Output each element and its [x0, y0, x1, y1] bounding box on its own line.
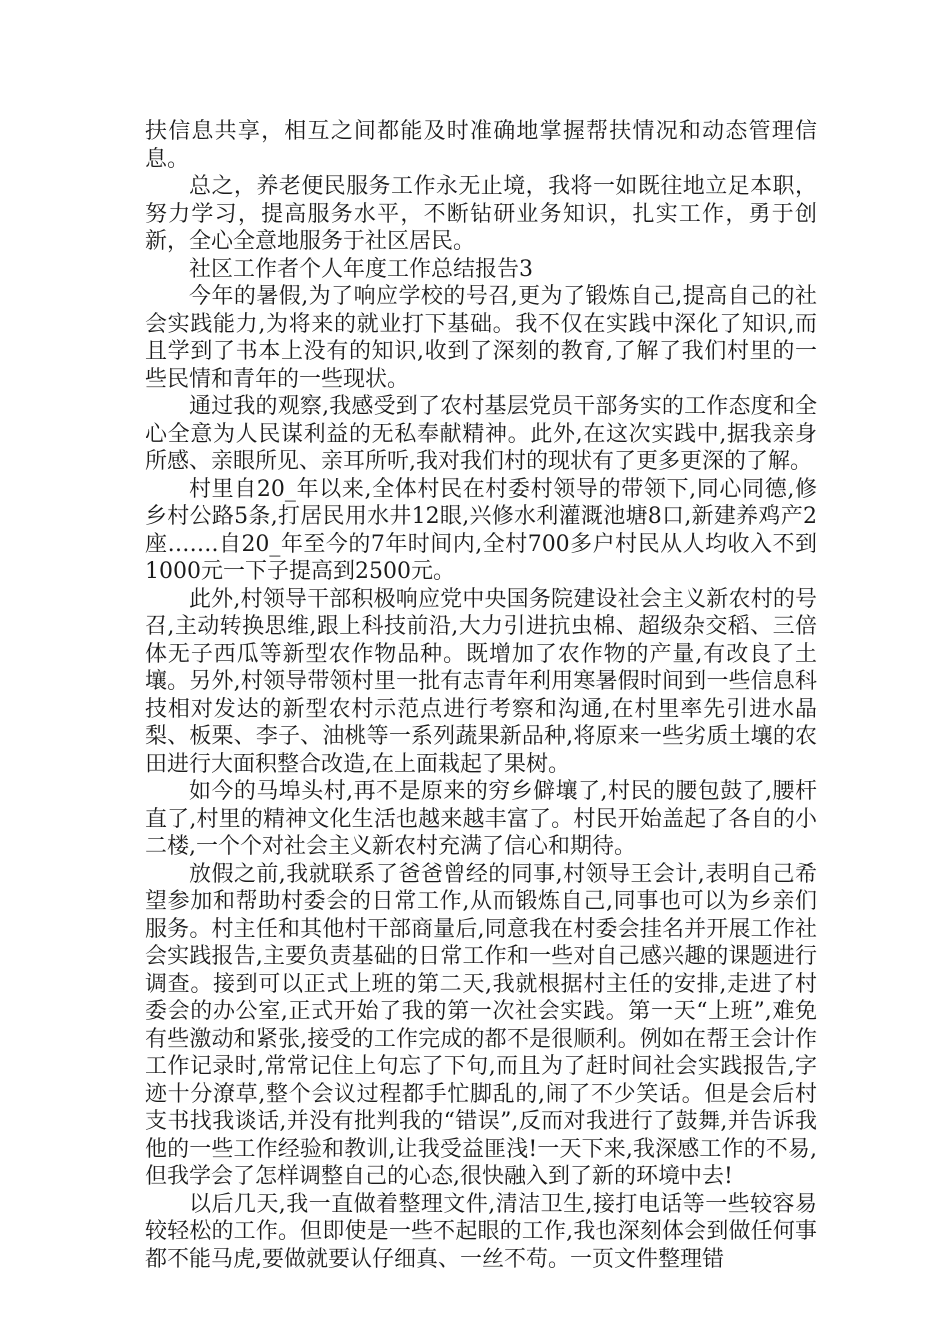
paragraph: 总之，养老便民服务工作永无止境，我将一如既往地立足本职，努力学习，提高服务水平，不断钻研业务知识，扎实工作，勇于创新，全心全意地服务于社区居民。	[145, 174, 817, 254]
paragraph-continued: 扶信息共享，相互之间都能及时准确地掌握帮扶情况和动态管理信息。	[145, 119, 817, 172]
paragraph: 今年的暑假,为了响应学校的号召,更为了锻炼自己,提高自己的社会实践能力,为将来的就业打下基础。我不仅在实践中深化了知识,而且学到了书本上没有的知识,收到了深刻的教育,了解了我们村里的一些民情和青年的一些现状。	[145, 284, 817, 392]
paragraph: 如今的马埠头村,再不是原来的穷乡僻壤了,村民的腰包鼓了,腰杆直了,村里的精神文化生活也越来越丰富了。村民开始盖起了各自的小二楼,一个个对社会主义新农村充满了信心和期待。	[145, 779, 817, 859]
document-body	[145, 118, 817, 1273]
paragraph: 通过我的观察,我感受到了农村基层党员干部务实的工作态度和全心全意为人民谋利益的无私奉献精神。此外,在这次实践中,据我亲身所感、亲眼所见、亲耳所听,我对我们村的现状有了更多更深的了解。	[145, 394, 817, 474]
paragraph: 此外,村领导干部积极响应党中央国务院建设社会主义新农村的号召,主动转换思维,跟上科技前沿,大力引进抗虫棉、超级杂交稻、三倍体无子西瓜等新型农作物品种。既增加了农作物的产量,有改良了土壤。另外,村领导带领村里一批有志青年利用寒暑假时间到一些信息科技相对发达的新型农村示范点进行考察和沟通,在村里率先引进水晶梨、板栗、李子、油桃等一系列蔬果新品种,将原来一些劣质土壤的农田进行大面积整合改造,在上面栽起了果树。	[145, 586, 817, 777]
paragraph: 放假之前,我就联系了爸爸曾经的同事,村领导王会计,表明自己希望参加和帮助村委会的日常工作,从而锻炼自己,同事也可以为乡亲们服务。村主任和其他村干部商量后,同意我在村委会挂名并开展工作社会实践报告,主要负责基础的日常工作和一些对自己感兴趣的课题进行调查。接到可以正式上班的第二天,我就根据村主任的安排,走进了村委会的办公室,正式开始了我的第一次社会实践。第一天“上班”,难免有些激动和紧张,接受的工作完成的都不是很顺利。例如在帮王会计作工作记录时,常常记住上句忘了下句,而且为了赶时间社会实践报告,字迹十分潦草,整个会议过程都手忙脚乱的,闹了不少笑话。但是会后村支书找我谈话,并没有批判我的“错误”,反而对我进行了鼓舞,并告诉我他的一些工作经验和教训,让我受益匪浅!一天下来,我深感工作的不易,但我学会了怎样调整自己的心态,很快融入到了新的环境中去!	[145, 861, 817, 1189]
section-title: 社区工作者个人年度工作总结报告3	[189, 256, 533, 282]
paragraph: 以后几天,我一直做着整理文件,清洁卫生,接打电话等一些较容易较轻松的工作。但即使是一些不起眼的工作,我也深刻体会到做任何事都不能马虎,要做就要认仔细真、一丝不苟。一页文件整理错	[145, 1191, 817, 1272]
paragraph: 村里自20_年以来,全体村民在村委村领导的带领下,同心同德,修乡村公路5条,打居民用水井12眼,兴修水利灌溉池塘8口,新建养鸡产2座…….自20_年至今的7年时间内,全村700多户村民从人均收入不到1000元一下子提高到2500元。	[145, 476, 817, 584]
